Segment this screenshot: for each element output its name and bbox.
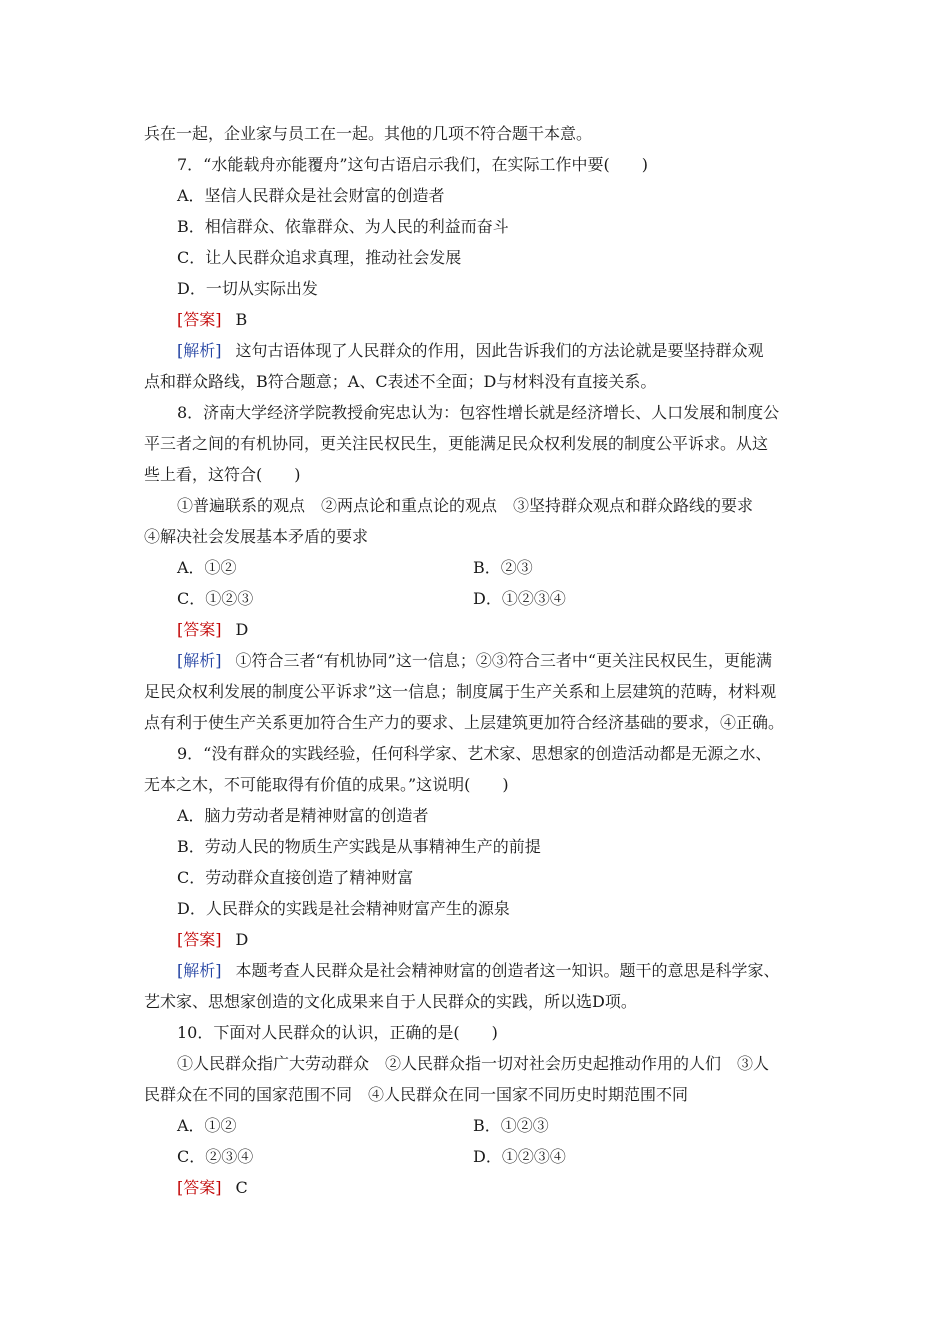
question-7-analysis-cont: 点和群众路线，B符合题意；A、C表述不全面；D与材料没有直接关系。 — [144, 372, 657, 391]
question-9-option-c: C．劳动群众直接创造了精神财富 — [177, 868, 414, 887]
question-7-analysis — [144, 335, 808, 366]
analysis-text: 本题考查人民群众是社会精神财富的创造者这一知识。题干的意思是科学家、 — [235, 961, 780, 980]
question-10-option-a: A．①② — [177, 1116, 237, 1135]
question-8-options-row — [144, 552, 808, 583]
question-9-option-b: B．劳动人民的物质生产实践是从事精神生产的前提 — [177, 837, 541, 856]
question-10-statements-cont: 民群众在不同的国家范围不同 ④人民群众在同一国家不同历史时期范围不同 — [144, 1085, 689, 1104]
question-10-options-row — [144, 1141, 808, 1172]
question-8-analysis-cont: 点有利于使生产关系更加符合生产力的要求、上层建筑更加符合经济基础的要求，④正确。 — [144, 713, 785, 732]
analysis-label: [解析] — [177, 341, 222, 360]
analysis-text: 这句古语体现了人民群众的作用，因此告诉我们的方法论就是要坚持群众观 — [235, 341, 764, 360]
text-line: 兵在一起，企业家与员工在一起。其他的几项不符合题干本意。 — [144, 124, 593, 143]
question-10-option-c: C．②③④ — [177, 1147, 254, 1166]
question-8-statements-cont: ④解决社会发展基本矛盾的要求 — [144, 527, 369, 546]
question-8-analysis-cont: 足民众权利发展的制度公平诉求”这一信息；制度属于生产关系和上层建筑的范畴，材料观 — [144, 682, 777, 701]
question-8-options-row — [144, 583, 808, 614]
answer-value: D — [235, 620, 249, 639]
answer-label: [答案] — [177, 1178, 222, 1197]
question-8-analysis — [144, 645, 808, 676]
question-9-analysis — [144, 955, 808, 986]
question-7-option-c: C．让人民群众追求真理，推动社会发展 — [177, 248, 462, 267]
question-10-statements: ①人民群众指广大劳动群众 ②人民群众指一切对社会历史起推动作用的人们 ③人 — [177, 1054, 770, 1073]
answer-value: C — [235, 1178, 248, 1197]
question-9-option-a: A．脑力劳动者是精神财富的创造者 — [177, 806, 429, 825]
question-7-stem: 7．“水能载舟亦能覆舟”这句古语启示我们，在实际工作中要( ) — [177, 155, 649, 174]
question-8-option-d: D．①②③④ — [473, 589, 566, 608]
question-7-option-a: A．坚信人民群众是社会财富的创造者 — [177, 186, 445, 205]
question-10-option-d: D．①②③④ — [473, 1147, 566, 1166]
question-9-answer — [144, 924, 808, 955]
analysis-label: [解析] — [177, 651, 222, 670]
answer-value: D — [235, 930, 249, 949]
question-8-statements: ①普遍联系的观点 ②两点论和重点论的观点 ③坚持群众观点和群众路线的要求 — [177, 496, 754, 515]
document-body — [144, 118, 808, 1203]
question-10-options-row — [144, 1110, 808, 1141]
analysis-label: [解析] — [177, 961, 222, 980]
question-8-stem: 8．济南大学经济学院教授俞宪忠认为：包容性增长就是经济增长、人口发展和制度公 — [177, 403, 780, 422]
question-10-option-b: B．①②③ — [473, 1116, 549, 1135]
question-7-option-d: D．一切从实际出发 — [177, 279, 318, 298]
question-8-option-b: B．②③ — [473, 558, 533, 577]
answer-label: [答案] — [177, 620, 222, 639]
question-8-option-c: C．①②③ — [177, 589, 254, 608]
question-8-answer — [144, 614, 808, 645]
answer-value: B — [235, 310, 248, 329]
analysis-text: ①符合三者“有机协同”这一信息；②③符合三者中“更关注民权民生，更能满 — [235, 651, 773, 670]
question-7-answer — [144, 304, 808, 335]
question-9-stem: 9．“没有群众的实践经验，任何科学家、艺术家、思想家的创造活动都是无源之水、 — [177, 744, 772, 763]
answer-label: [答案] — [177, 930, 222, 949]
question-9-analysis-cont: 艺术家、思想家创造的文化成果来自于人民群众的实践，所以选D项。 — [144, 992, 637, 1011]
question-9-stem-cont: 无本之木，不可能取得有价值的成果。”这说明( ) — [144, 775, 509, 794]
question-10-stem: 10．下面对人民群众的认识，正确的是( ) — [177, 1023, 498, 1042]
question-9-option-d: D．人民群众的实践是社会精神财富产生的源泉 — [177, 899, 510, 918]
answer-label: [答案] — [177, 310, 222, 329]
question-8-stem-cont: 平三者之间的有机协同，更关注民权民生，更能满足民众权利发展的制度公平诉求。从这 — [144, 434, 769, 453]
question-8-option-a: A．①② — [177, 558, 237, 577]
question-8-stem-cont: 些上看，这符合( ) — [144, 465, 301, 484]
question-7-option-b: B．相信群众、依靠群众、为人民的利益而奋斗 — [177, 217, 509, 236]
question-10-answer — [144, 1172, 808, 1203]
